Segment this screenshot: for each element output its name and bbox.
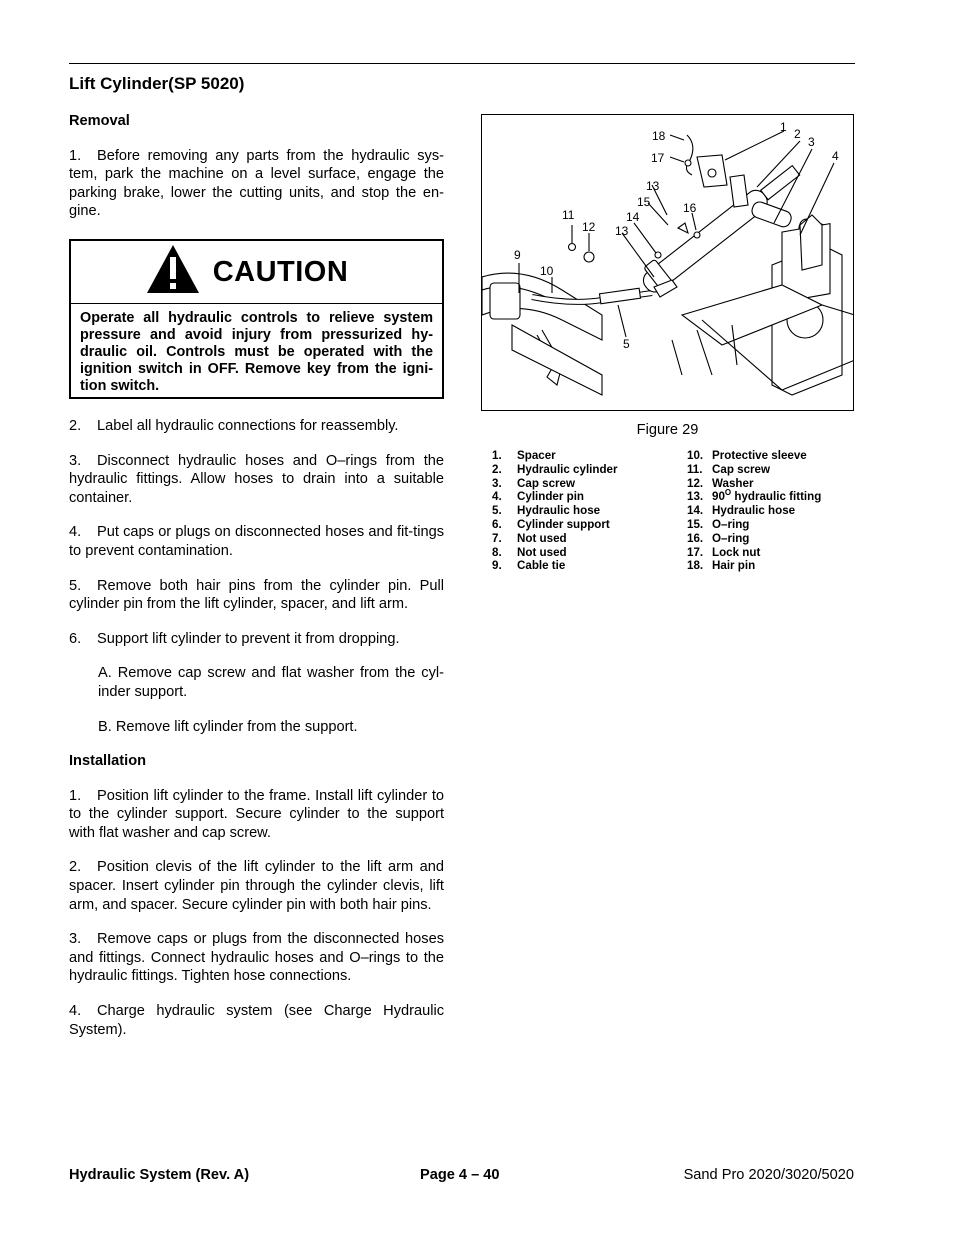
legend-label: Cylinder support <box>517 517 610 531</box>
legend-item <box>492 559 618 573</box>
caution-title: CAUTION <box>212 255 349 288</box>
section-title: Lift Cylinder(SP 5020) <box>69 74 245 93</box>
legend-right <box>687 449 821 573</box>
legend-item <box>687 463 821 477</box>
legend-number: 18. <box>687 559 704 573</box>
callout-14: 14 <box>626 210 640 224</box>
step-number: 5. <box>69 577 82 594</box>
legend-label: Hydraulic hose <box>517 504 601 518</box>
installation-step-1 <box>69 787 444 843</box>
step-text: Remove caps or plugs from the disconnected hoses and fittings. Connect hydraulic hoses and O–rings to the hydraulic fittings. Tighten hose connections. <box>69 931 444 985</box>
step-text: Disconnect hydraulic hoses and O–rings from the hydraulic fittings. Allow hoses to drain into a suitable container. <box>69 452 444 506</box>
legend-item <box>687 532 821 546</box>
legend-label: Cylinder pin <box>517 490 584 504</box>
legend-item <box>492 463 618 477</box>
legend-number: 14. <box>687 504 704 518</box>
step-number: 6. <box>69 630 82 647</box>
figure-29-illustration <box>481 114 854 411</box>
footer-product: Sand Pro 2020/3020/5020 <box>683 1167 854 1183</box>
legend-label: Cap screw <box>517 476 575 490</box>
step-number: 3. <box>69 452 82 469</box>
legend-number: 11. <box>687 462 703 476</box>
installation-step-4 <box>69 1002 444 1039</box>
legend-item <box>687 477 821 491</box>
legend-number: 10. <box>687 449 704 462</box>
legend-label: Spacer <box>517 449 556 462</box>
step-number: 2. <box>69 859 82 876</box>
legend-label: Washer <box>712 476 754 490</box>
callout-1: 1 <box>780 120 787 134</box>
legend-item <box>492 477 618 491</box>
step-number: 4. <box>69 1003 82 1020</box>
legend-item <box>687 490 821 504</box>
legend-item <box>492 504 618 518</box>
caution-text: Operate all hydraulic controls to relieve system pressure and avoid injury from pressurized hy-draulic oil. Controls must be operated with the ignition switch in OFF. Remove key from the igni-tion switch. <box>80 309 433 394</box>
legend-number: 12. <box>687 476 704 490</box>
legend-number: 2. <box>492 462 502 476</box>
callout-10: 10 <box>540 264 554 278</box>
legend-item <box>492 532 618 546</box>
legend-number: 9. <box>492 559 502 573</box>
legend-number: 3. <box>492 476 502 490</box>
legend-label: Not used <box>517 545 567 559</box>
legend-label: Hydraulic hose <box>712 504 796 518</box>
legend-number: 13. <box>687 490 704 504</box>
footer-page-number: Page 4 – 40 <box>420 1167 500 1183</box>
removal-heading: Removal <box>69 113 130 129</box>
step-number: 1. <box>69 787 82 804</box>
callout-12: 12 <box>582 220 596 234</box>
caution-header <box>71 241 442 304</box>
removal-step-4 <box>69 523 444 560</box>
installation-heading: Installation <box>69 753 147 770</box>
callout-13: 13 <box>615 224 629 238</box>
legend-number: 5. <box>492 504 502 518</box>
legend-label: Cable tie <box>517 559 566 573</box>
callout-4: 4 <box>832 149 839 163</box>
step-number: 4. <box>69 524 82 541</box>
removal-step-2 <box>69 417 444 436</box>
legend-number: 6. <box>492 517 502 531</box>
callout-5: 5 <box>623 337 630 351</box>
legend-item <box>687 504 821 518</box>
legend-item <box>492 449 618 463</box>
callout-16: 16 <box>683 201 697 215</box>
footer-section: Hydraulic System (Rev. A) <box>69 1167 250 1183</box>
callout-11: 11 <box>562 208 575 222</box>
step-text: Remove both hair pins from the cylinder pin. Pull cylinder pin from the lift cylinder, spacer, and lift arm. <box>69 577 444 613</box>
removal-step-1 <box>69 147 444 221</box>
lift-cylinder-diagram <box>482 115 854 411</box>
legend-label: Cap screw <box>712 462 770 476</box>
step-text: Put caps or plugs on disconnected hoses and fit-tings to prevent contamination. <box>69 524 444 559</box>
legend-number: 1. <box>492 449 502 462</box>
removal-step-6 <box>69 630 444 649</box>
legend-label: Protective sleeve <box>712 449 807 462</box>
legend-number: 15. <box>687 517 704 531</box>
callout-3: 3 <box>808 135 815 149</box>
step-text: Support lift cylinder to prevent it from dropping. <box>97 630 400 647</box>
legend-left <box>492 449 618 573</box>
legend-label: $90^O$ hydraulic fitting <box>712 488 822 504</box>
left-column <box>69 112 444 1055</box>
warning-triangle-icon <box>145 243 201 301</box>
legend-item <box>492 490 618 504</box>
removal-step-5 <box>69 577 444 614</box>
step-text: Before removing any parts from the hydraulic sys-tem, park the machine on a level surface, engage the parking brake, lower the cutting units, and stop the en-gine. <box>69 147 444 220</box>
legend-label: O–ring <box>712 517 750 531</box>
legend-number: 7. <box>492 531 502 545</box>
installation-step-3 <box>69 930 444 986</box>
caution-box <box>69 239 444 399</box>
removal-step-3 <box>69 452 444 508</box>
legend-item <box>492 518 618 532</box>
callout-9: 9 <box>514 248 521 262</box>
legend-number: 16. <box>687 531 704 545</box>
legend-label: O–ring <box>712 531 750 545</box>
figure-caption: Figure 29 <box>636 422 699 438</box>
step-text: Charge hydraulic system (see Charge Hydraulic System). <box>69 1003 444 1038</box>
legend-label: Hydraulic cylinder <box>517 462 618 476</box>
legend-item <box>492 546 618 560</box>
legend-label: Hair pin <box>712 559 756 573</box>
installation-step-2 <box>69 858 444 914</box>
callout-2: 2 <box>794 127 801 141</box>
callout-17: 17 <box>651 151 665 165</box>
legend-item <box>687 449 821 463</box>
step-text: Position lift cylinder to the frame. Install lift cylinder to to the cylinder support. Secure cylinder to the support with flat washer and cap screw. <box>69 787 444 841</box>
top-rule <box>69 63 855 64</box>
removal-step-6b: B. Remove lift cylinder from the support. <box>98 718 358 735</box>
step-number: 2. <box>69 417 82 434</box>
callout-18: 18 <box>652 129 666 143</box>
step-text: Label all hydraulic connections for reassembly. <box>97 417 399 434</box>
callout-15: 15 <box>637 195 651 209</box>
legend-item <box>687 559 821 573</box>
step-number: 1. <box>69 147 82 164</box>
step-text: Position clevis of the lift cylinder to the lift arm and spacer. Insert cylinder pin through the cylinder clevis, lift arm, and spacer. Secure cylinder pin with both hair pins. <box>69 859 444 913</box>
legend-label: Lock nut <box>712 545 761 559</box>
legend-number: 8. <box>492 545 502 559</box>
callout-13: 13 <box>646 179 660 193</box>
legend-item <box>687 518 821 532</box>
legend-item <box>687 546 821 560</box>
removal-step-6a: A. Remove cap screw and flat washer from the cyl-inder support. <box>98 665 444 700</box>
legend-number: 17. <box>687 545 704 559</box>
legend-label: Not used <box>517 531 567 545</box>
step-number: 3. <box>69 931 82 948</box>
legend-number: 4. <box>492 490 502 504</box>
